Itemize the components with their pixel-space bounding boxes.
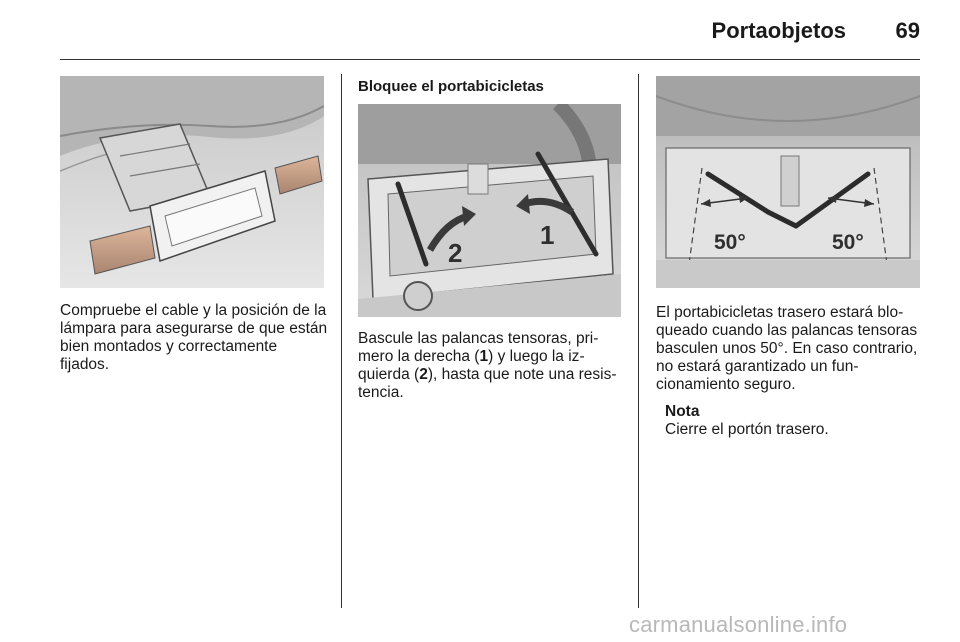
levers-text-a: Bascule las palancas tensoras, primero la derecha ( xyxy=(358,330,599,365)
section-heading: Bloquee el portabicicletas xyxy=(358,78,544,95)
lever-ref-2: 2 xyxy=(419,366,428,383)
lever-label-1: 1 xyxy=(540,220,555,250)
page-number: 69 xyxy=(895,18,920,43)
lever-label-2: 2 xyxy=(448,238,463,268)
angle-label-right: 50° xyxy=(832,231,864,254)
lever-angle-illustration xyxy=(656,76,920,288)
lamp-illustration xyxy=(60,76,324,288)
levers-paragraph xyxy=(358,330,624,402)
tension-levers-illustration xyxy=(358,104,621,317)
note-title: Nota xyxy=(665,403,700,420)
angle-label-left: 50° xyxy=(714,231,746,254)
locked-paragraph: El portabicicletas trasero estará bloqueado cuando las palancas tensoras basculen unos 50°. En caso contrario, no estará garantizado un funcionamiento seguro. xyxy=(656,304,918,393)
watermark: carmanualsonline.info xyxy=(629,612,848,637)
note-block xyxy=(665,403,923,439)
levers-text-c: ), hasta que note una resistencia. xyxy=(358,366,617,401)
page-title: Portaobjetos xyxy=(711,18,846,43)
lamp-check-paragraph: Compruebe el cable y la posición de la lámpara para asegurarse de que están bien montados y correctamente fijados. xyxy=(60,302,328,373)
lever-ref-1: 1 xyxy=(479,348,489,365)
note-text: Cierre el portón trasero. xyxy=(665,421,829,438)
header-rule xyxy=(60,59,920,60)
column-divider-right xyxy=(638,74,639,608)
column-divider-left xyxy=(341,74,342,608)
levers-text-b: ) y luego la izquierda ( xyxy=(358,348,585,383)
